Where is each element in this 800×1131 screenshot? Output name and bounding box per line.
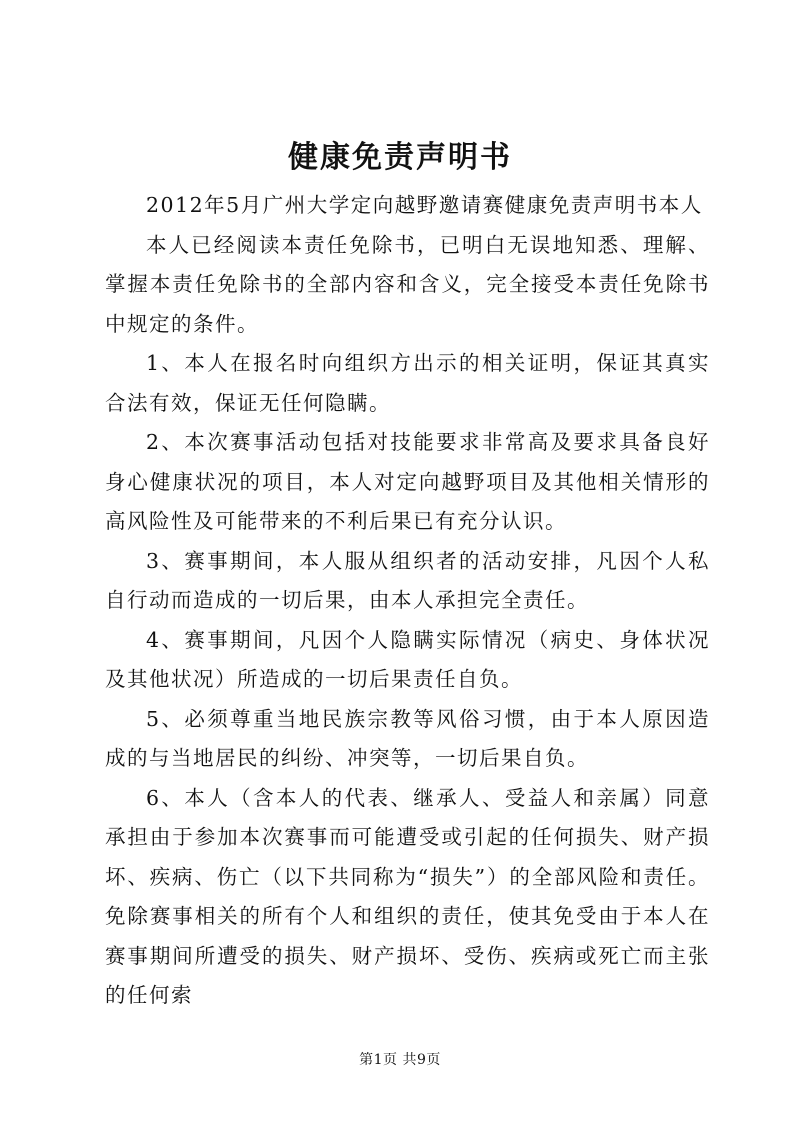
clause-3-paragraph: 3、赛事期间，本人服从组织者的活动安排，凡因个人私自行动而造成的一切后果，由本人承担完全责任。 — [105, 548, 710, 612]
clause-5-paragraph: 5、必须尊重当地民族宗教等风俗习惯，由于本人原因造成的与当地居民的纠纷、冲突等，一切后果自负。 — [105, 706, 710, 770]
intro-paragraph: 2012年5月广州大学定向越野邀请赛健康免责声明书本人 — [146, 193, 703, 217]
clause-2-paragraph: 2、本次赛事活动包括对技能要求非常高及要求具备良好身心健康状况的项目，本人对定向越野项目及其他相关情形的高风险性及可能带来的不利后果已有充分认识。 — [105, 430, 710, 533]
clause-1-paragraph: 1、本人在报名时向组织方出示的相关证明，保证其真实合法有效，保证无任何隐瞒。 — [105, 351, 710, 415]
document-title: 健康免责声明书 — [288, 140, 512, 175]
acknowledgement-paragraph: 本人已经阅读本责任免除书，已明白无误地知悉、理解、掌握本责任免除书的全部内容和含义，完全接受本责任免除书中规定的条件。 — [105, 232, 710, 336]
page-indicator: 第1页 共9页 — [359, 1052, 441, 1068]
clause-6-paragraph: 6、本人（含本人的代表、继承人、受益人和亲属）同意承担由于参加本次赛事而可能遭受或引起的任何损失、财产损坏、疾病、伤亡（以下共同称为“损失”）的全部风险和责任。免除赛事相关的所有个人和组织的责任，使其免受由于本人在赛事期间所遭受的损失、财产损坏、受伤、疾病或死亡而主张的任何索 — [105, 785, 710, 1007]
clause-4-paragraph: 4、赛事期间，凡因个人隐瞒实际情况（病史、身体状况及其他状况）所造成的一切后果责任自负。 — [105, 627, 710, 691]
document-body — [105, 186, 710, 1016]
